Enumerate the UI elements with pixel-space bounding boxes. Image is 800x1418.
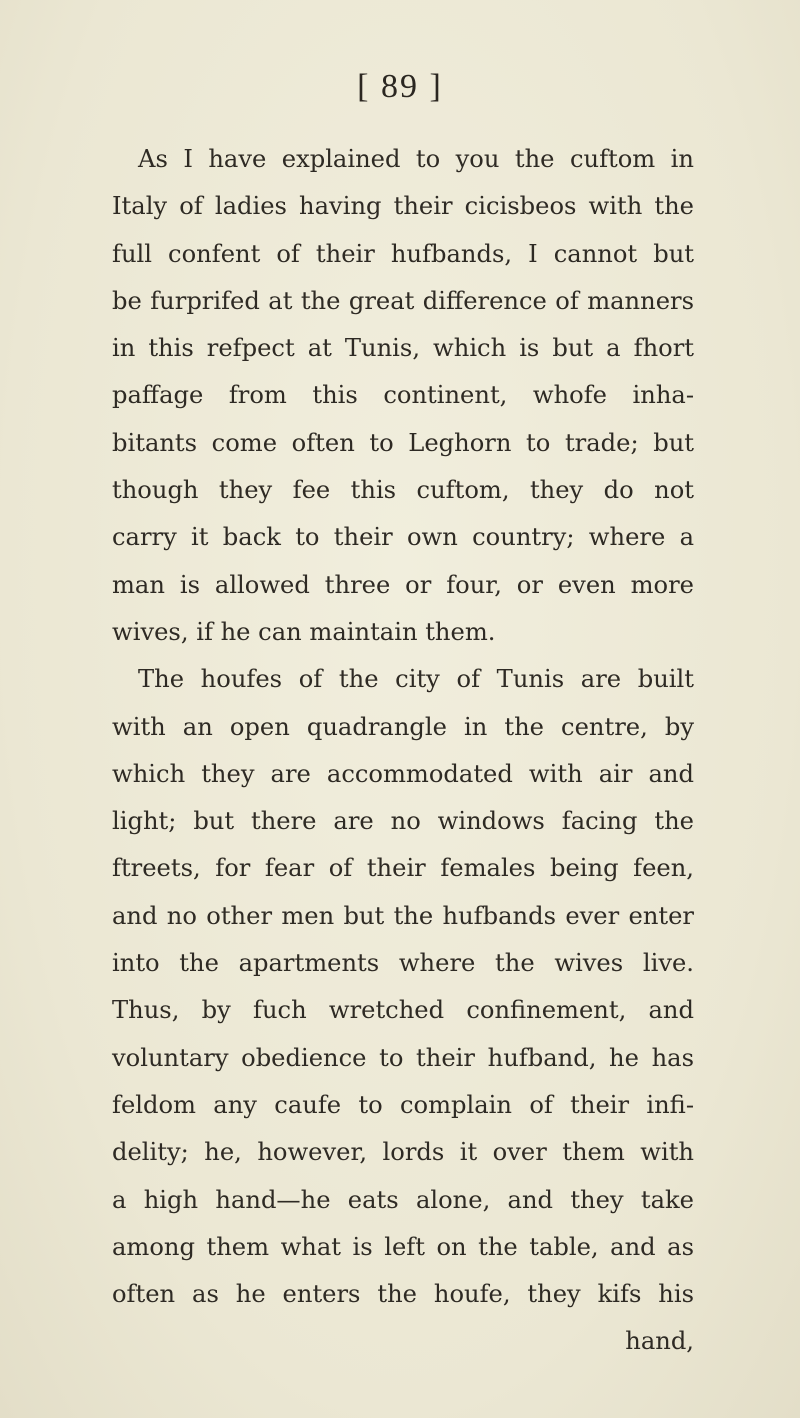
text-line: bitants come often to Leghorn to trade; but	[112, 428, 694, 457]
text-line: paffage from this continent, whofe inha-	[112, 381, 694, 410]
text-line: man is allowed three or four, or even more	[112, 570, 694, 599]
text-line: Thus, by fuch wretched confinement, and	[112, 996, 694, 1025]
text-line: full confent of their hufbands, I cannot but	[112, 239, 694, 268]
text-line: ftreets, for fear of their females being feen,	[112, 854, 694, 883]
text-line: Italy of ladies having their cicisbeos with the	[112, 192, 694, 221]
text-line: voluntary obedience to their hufband, he has	[112, 1043, 694, 1072]
text-line: feldom any caufe to complain of their infi-	[112, 1090, 694, 1119]
text-line: light; but there are no windows facing the	[112, 807, 694, 836]
text-line: be furprifed at the great difference of manners	[112, 286, 694, 315]
text-line: carry it back to their own country; where a	[112, 523, 694, 552]
text-line: among them what is left on the table, and as	[112, 1232, 694, 1261]
catchword: hand,	[625, 1327, 694, 1356]
page-number: [ 89 ]	[357, 68, 443, 105]
text-line: in this refpect at Tunis, which is but a fhort	[112, 334, 694, 363]
text-line: which they are accommodated with air and	[112, 759, 694, 788]
text-line: though they fee this cuftom, they do not	[112, 476, 694, 505]
text-line: often as he enters the houfe, they kifs his	[112, 1280, 694, 1309]
text-line: into the apartments where the wives live.	[112, 949, 694, 978]
text-line: a high hand—he eats alone, and they take	[112, 1185, 694, 1214]
text-line: wives, if he can maintain them.	[112, 617, 496, 646]
text-line: with an open quadrangle in the centre, by	[112, 712, 694, 741]
text-line: delity; he, however, lords it over them with	[112, 1138, 694, 1167]
text-line: The houfes of the city of Tunis are built	[138, 665, 694, 694]
body-text	[112, 136, 694, 1366]
text-line: As I have explained to you the cuftom in	[138, 145, 694, 173]
text-line: and no other men but the hufbands ever enter	[112, 901, 694, 930]
